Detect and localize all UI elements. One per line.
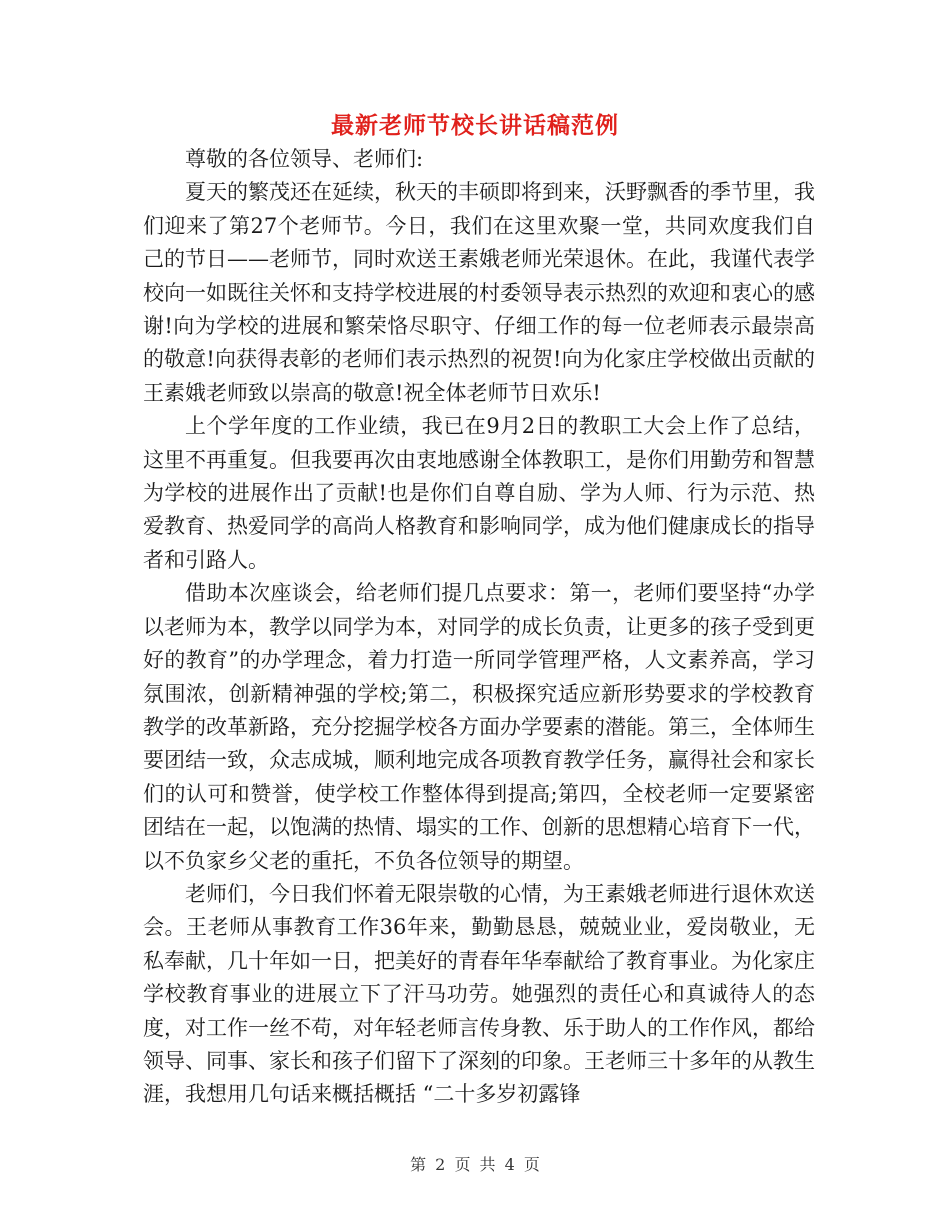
body-paragraph: 上个学年度的工作业绩，我已在9月2日的教职工大会上作了总结，这里不再重复。但我要再次由衷地感谢全体教职工，是你们用勤劳和智慧为学校的进展作出了贡献!也是你们自尊自励、学为人师、行为示范、热爱教育、热爱同学的高尚人格教育和影响同学，成为他们健康成长的指导者和引路人。 (143, 414, 815, 572)
document-body (143, 143, 815, 1112)
body-paragraph: 夏天的繁茂还在延续，秋天的丰硕即将到来，沃野飘香的季节里，我们迎来了第27个老师节。今日，我们在这里欢聚一堂，共同欢度我们自己的节日——老师节，同时欢送王素娥老师光荣退休。在此，我谨代表学校向一如既往关怀和支持学校进展的村委领导表示热烈的欢迎和衷心的感谢!向为学校的进展和繁荣恪尽职守、仔细工作的每一位老师表示最崇高的敬意!向获得表彰的老师们表示热烈的祝贺!向为化家庄学校做出贡献的王素娥老师致以崇高的敬意!祝全体老师节日欢乐! (143, 180, 815, 405)
salutation-paragraph: 尊敬的各位领导、老师们: (185, 147, 424, 171)
page-number-footer: 第 2 页 共 4 页 (410, 1155, 540, 1174)
body-paragraph: 借助本次座谈会，给老师们提几点要求：第一，老师们要坚持“办学以老师为本，教学以同学为本，对同学的成长负责，让更多的孩子受到更好的教育”的办学理念，着力打造一所同学管理严格，人文素养高，学习氛围浓，创新精神强的学校;第二，积极探究适应新形势要求的学校教育教学的改革新路，充分挖掘学校各方面办学要素的潜能。第三，全体师生要团结一致，众志成城，顺利地完成各项教育教学任务，赢得社会和家长们的认可和赞誉，使学校工作整体得到提高;第四，全校老师一定要紧密团结在一起，以饱满的热情、塌实的工作、创新的思想精心培育下一代，以不负家乡父老的重托，不负各位领导的期望。 (143, 581, 815, 873)
body-paragraph: 老师们，今日我们怀着无限崇敬的心情，为王素娥老师进行退休欢送会。王老师从事教育工作36年来，勤勤恳恳，兢兢业业，爱岗敬业，无私奉献，几十年如一日，把美好的青春年华奉献给了教育事业。为化家庄学校教育事业的进展立下了汗马功劳。她强烈的责任心和真诚待人的态度，对工作一丝不苟，对年轻老师言传身教、乐于助人的工作作风，都给领导、同事、家长和孩子们留下了深刻的印象。王老师三十多年的从教生涯，我想用几句话来概括概括 “二十多岁初露锋 (143, 881, 815, 1107)
document-title: 最新老师节校长讲话稿范例 (331, 112, 619, 139)
